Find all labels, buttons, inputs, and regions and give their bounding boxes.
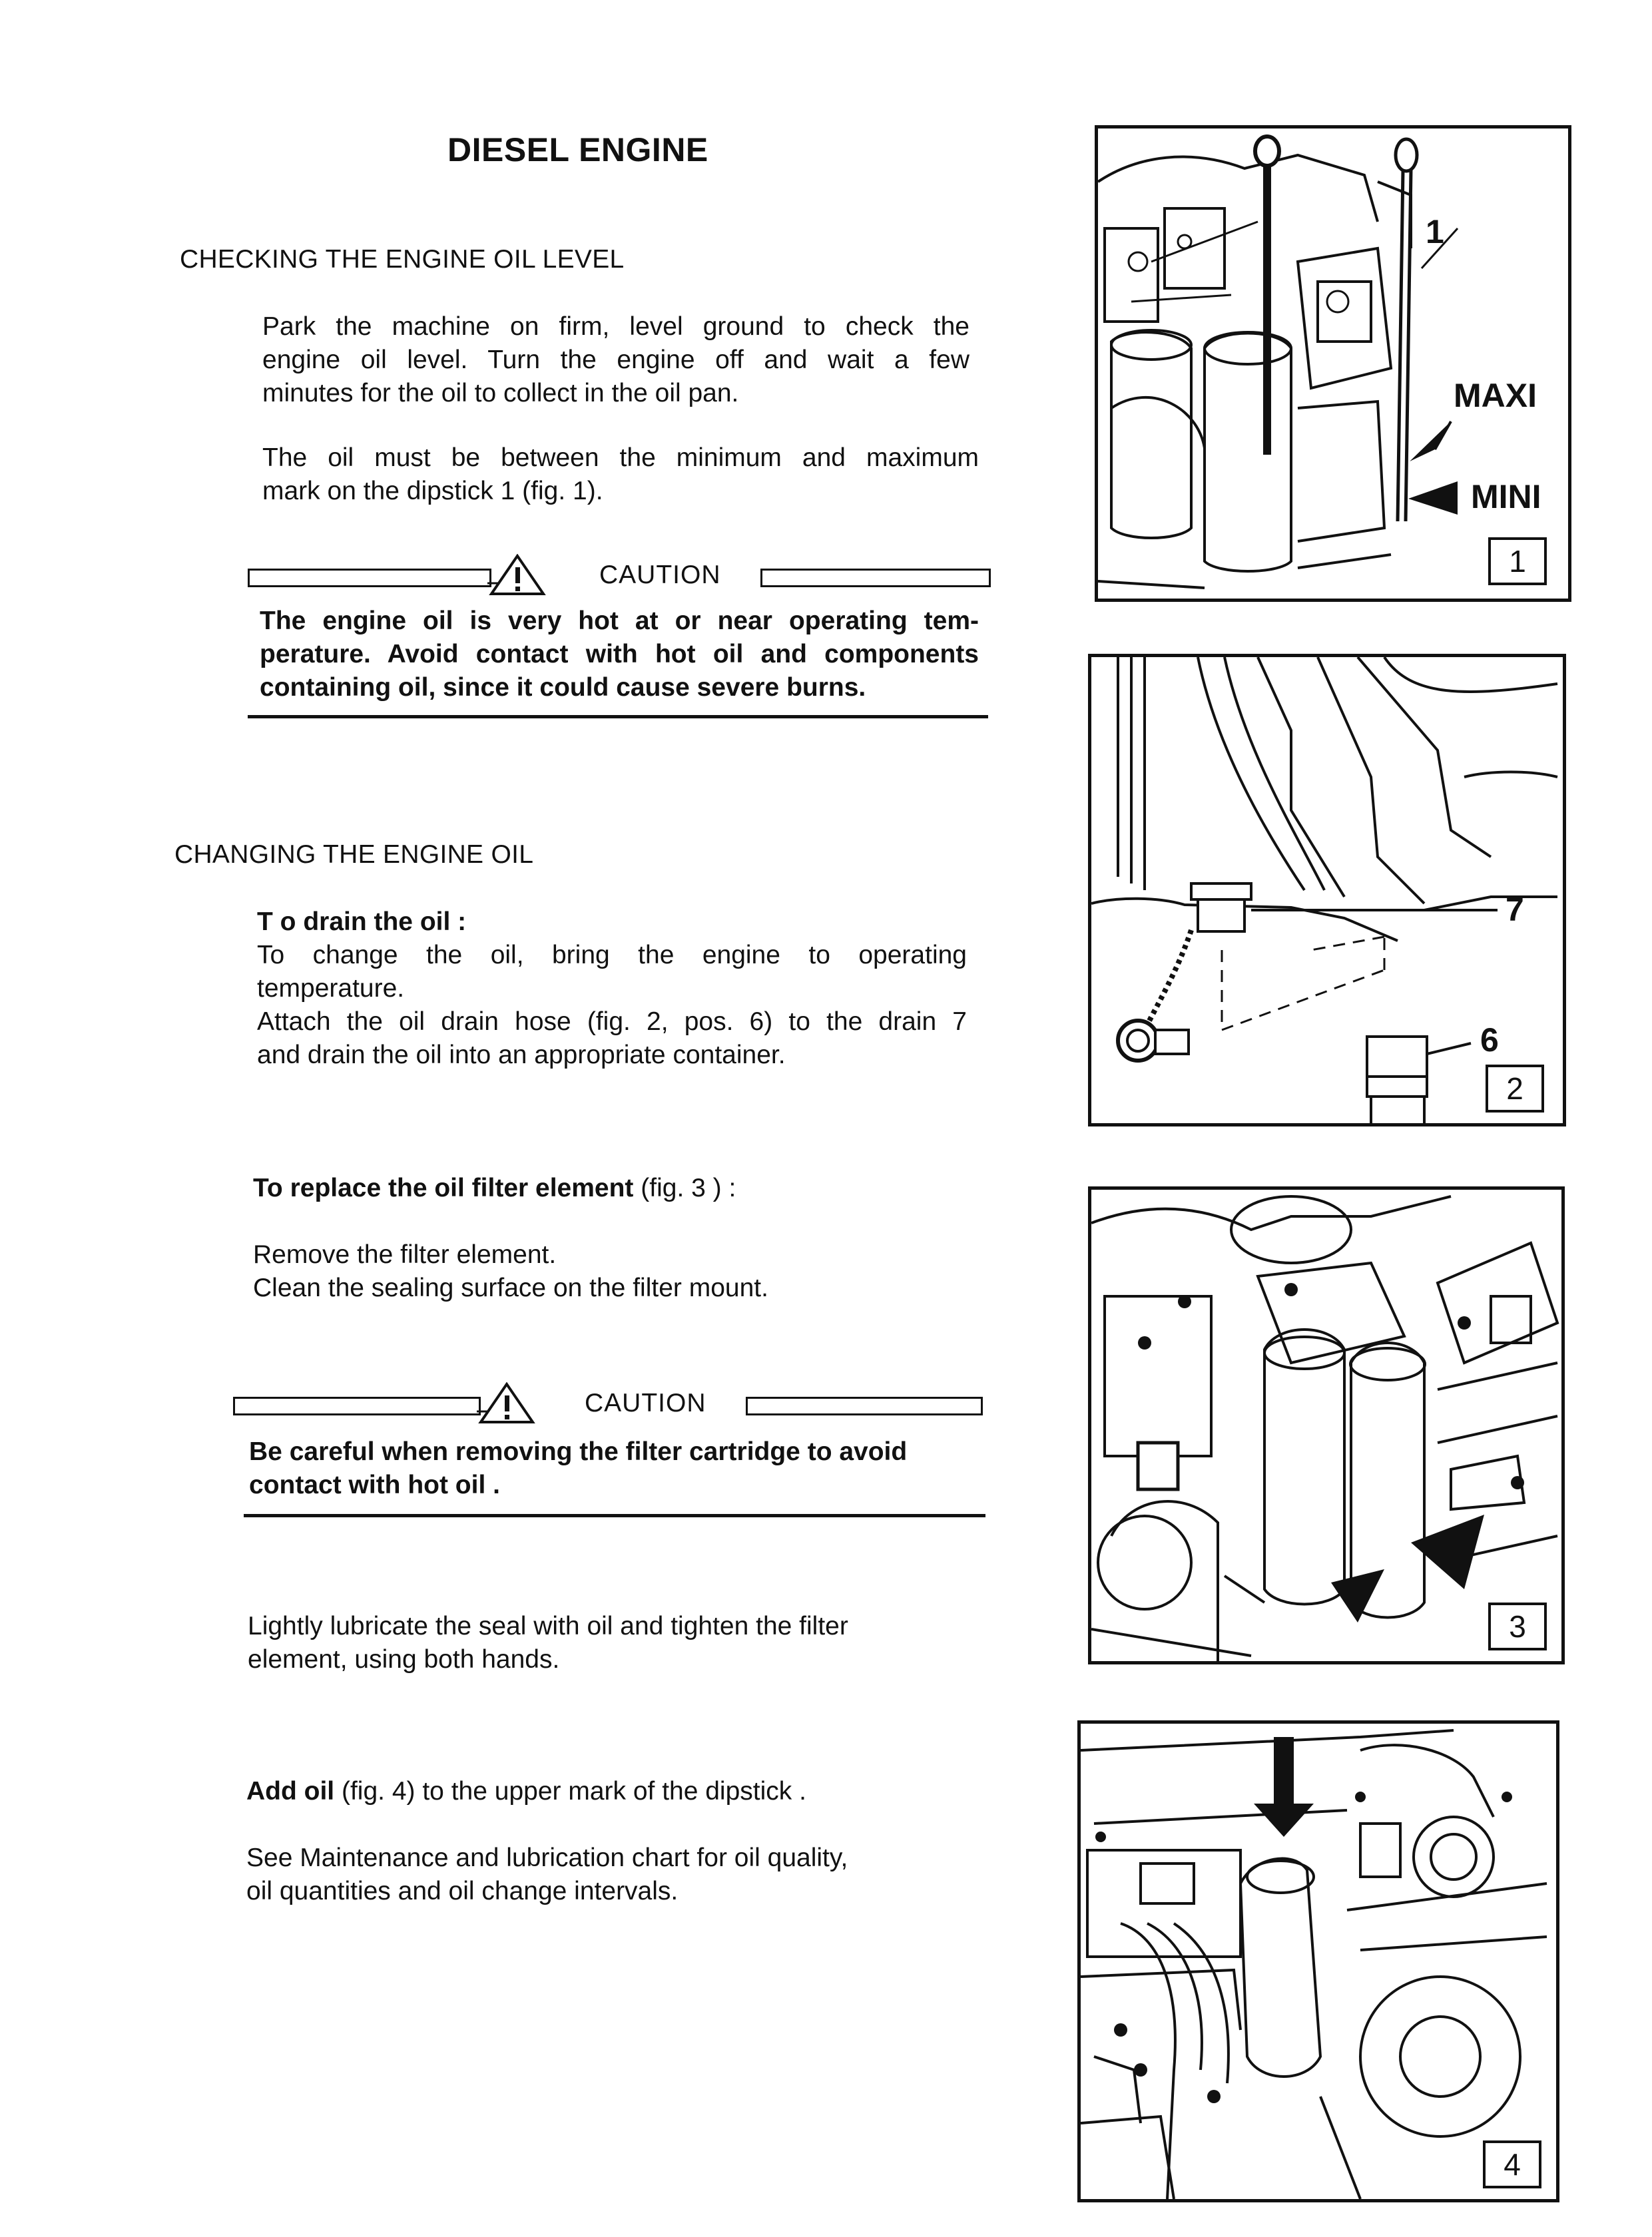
caution-bar-right — [760, 569, 991, 587]
text-line: oil quantities and oil change intervals. — [246, 1877, 679, 1905]
text-line: Clean the sealing surface on the filter mount. — [253, 1274, 768, 1302]
text-line: mark on the dipstick 1 (fig. 1). — [262, 477, 603, 505]
text-line: element, using both hands. — [248, 1645, 560, 1674]
caution-banner — [233, 1382, 985, 1422]
paragraph-drain-oil — [257, 939, 967, 1072]
caution-bar-right — [746, 1397, 983, 1415]
oil-filler-illustration — [1081, 1724, 1556, 2199]
text-line: Park the machine on firm, level ground to check the — [262, 312, 969, 341]
caution-label: CAUTION — [585, 1389, 706, 1417]
caution-end-rule — [248, 715, 988, 718]
callout-dipstick: 1 — [1426, 213, 1444, 250]
figure-2-drain — [1088, 654, 1566, 1126]
figure-1-dipstick — [1095, 125, 1571, 602]
figure-3-oil-filter — [1088, 1186, 1565, 1664]
caution-label: CAUTION — [599, 561, 721, 589]
section-heading-changing-oil: CHANGING THE ENGINE OIL — [174, 840, 534, 869]
caution-text-filter — [249, 1435, 907, 1502]
callout-drain-hose: 6 — [1480, 1021, 1499, 1059]
caution-end-rule — [244, 1514, 985, 1517]
paragraph-add-oil — [246, 1775, 806, 1808]
figure-4-add-oil — [1077, 1720, 1559, 2202]
paragraph-park-machine — [262, 310, 969, 410]
paragraph-remove-filter — [253, 1238, 768, 1305]
dipstick-max-mark-label: MAXI — [1454, 377, 1537, 414]
paragraph-lubricate-seal — [248, 1610, 848, 1676]
page-title: DIESEL ENGINE — [447, 131, 708, 168]
paragraph-oil-between-marks — [262, 441, 979, 508]
caution-banner — [248, 554, 993, 594]
text-line: To change the oil, bring the engine to operating — [257, 941, 967, 969]
text-line: engine oil level. Turn the engine off and wait a few — [262, 346, 969, 374]
warning-triangle-icon — [477, 1382, 537, 1425]
text-line: Attach the oil drain hose (fig. 2, pos. 6) to the drain 7 — [257, 1007, 967, 1036]
caution-text-hot-oil — [260, 605, 979, 704]
figure-number-label: 3 — [1488, 1603, 1547, 1650]
text-line: The oil must be between the minimum and maximum — [262, 443, 979, 472]
text-line: containing oil, since it could cause severe burns. — [260, 673, 866, 702]
filter-heading — [253, 1172, 736, 1205]
section-heading-checking-oil: CHECKING THE ENGINE OIL LEVEL — [180, 245, 625, 274]
text-line: perature. Avoid contact with hot oil and components — [260, 640, 979, 668]
oil-filter-illustration — [1091, 1190, 1561, 1661]
caution-bar-left — [233, 1397, 481, 1415]
warning-triangle-icon — [487, 554, 547, 597]
figure-number-label: 1 — [1488, 537, 1547, 585]
engine-dipstick-illustration — [1098, 128, 1568, 599]
drain-heading: T o drain the oil : — [257, 907, 467, 936]
add-oil-rest: (fig. 4) to the upper mark of the dipstick . — [334, 1777, 806, 1806]
text-line: Be careful when removing the filter cartridge to avoid — [249, 1437, 908, 1466]
filter-heading-rest: (fig. 3 ) : — [633, 1174, 736, 1202]
text-line: The engine oil is very hot at or near operating tem- — [260, 607, 979, 635]
text-line: and drain the oil into an appropriate container. — [257, 1041, 786, 1069]
text-line: See Maintenance and lubrication chart for oil quality, — [246, 1844, 848, 1872]
text-line: temperature. — [257, 974, 405, 1003]
text-line: Lightly lubricate the seal with oil and tighten the filter — [248, 1612, 848, 1640]
text-line: Remove the filter element. — [253, 1240, 557, 1269]
dipstick-min-mark-label: MINI — [1471, 478, 1541, 515]
text-line: contact with hot oil . — [249, 1471, 500, 1499]
paragraph-see-chart — [246, 1842, 848, 1908]
filter-heading-bold: To replace the oil filter element — [253, 1174, 634, 1202]
figure-number-label: 2 — [1486, 1065, 1544, 1113]
caution-bar-left — [248, 569, 491, 587]
callout-drain: 7 — [1506, 891, 1524, 928]
figure-number-label: 4 — [1483, 2140, 1541, 2188]
add-oil-bold: Add oil — [246, 1777, 335, 1806]
text-line: minutes for the oil to collect in the oil pan. — [262, 379, 739, 407]
